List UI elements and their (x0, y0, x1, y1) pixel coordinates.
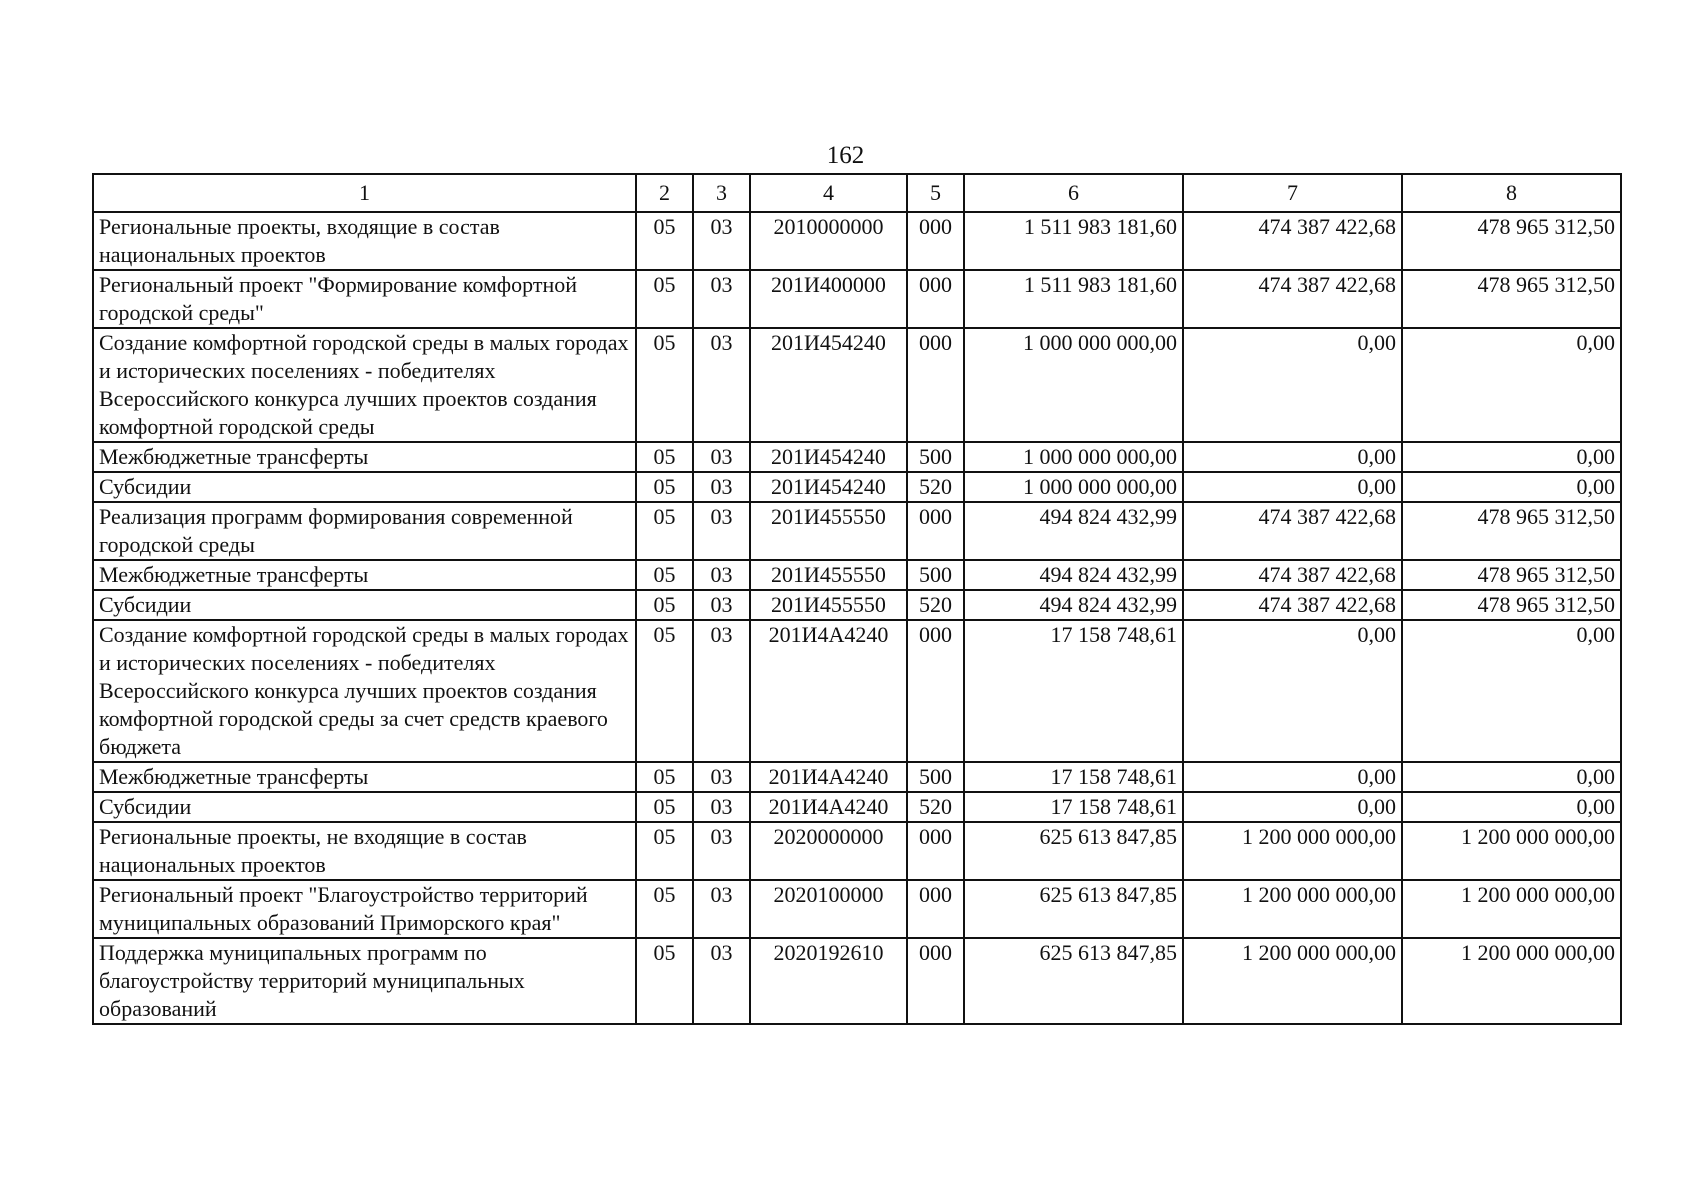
row-expense-type: 500 (907, 560, 964, 590)
row-amount-8: 478 965 312,50 (1402, 212, 1621, 270)
table-row (93, 270, 1621, 328)
row-amount-8: 1 200 000 000,00 (1402, 938, 1621, 1024)
row-target-article: 2020000000 (750, 822, 907, 880)
row-amount-7: 1 200 000 000,00 (1183, 822, 1402, 880)
row-amount-7: 1 200 000 000,00 (1183, 880, 1402, 938)
row-name: Межбюджетные трансферты (93, 442, 636, 472)
budget-table (92, 173, 1622, 1025)
table-row (93, 762, 1621, 792)
column-header-8: 8 (1402, 174, 1621, 212)
row-name: Субсидии (93, 590, 636, 620)
row-amount-8: 478 965 312,50 (1402, 560, 1621, 590)
row-target-article: 201И454240 (750, 328, 907, 442)
row-subsection: 03 (693, 762, 750, 792)
table-row (93, 328, 1621, 442)
column-header-1: 1 (93, 174, 636, 212)
row-target-article: 201И4А4240 (750, 762, 907, 792)
row-section: 05 (636, 620, 693, 762)
row-name: Региональный проект "Формирование комфортной городской среды" (93, 270, 636, 328)
table-row (93, 560, 1621, 590)
row-amount-8: 0,00 (1402, 620, 1621, 762)
row-expense-type: 500 (907, 442, 964, 472)
row-target-article: 201И455550 (750, 502, 907, 560)
row-expense-type: 000 (907, 620, 964, 762)
row-expense-type: 000 (907, 822, 964, 880)
row-amount-6: 494 824 432,99 (964, 590, 1183, 620)
table-row (93, 620, 1621, 762)
row-amount-8: 478 965 312,50 (1402, 502, 1621, 560)
row-name: Создание комфортной городской среды в малых городах и исторических поселениях - победителях Всероссийского конкурса лучших проектов создания комфортной городской среды (93, 328, 636, 442)
row-name: Межбюджетные трансферты (93, 762, 636, 792)
row-subsection: 03 (693, 328, 750, 442)
row-amount-6: 625 613 847,85 (964, 880, 1183, 938)
row-expense-type: 000 (907, 880, 964, 938)
row-amount-7: 474 387 422,68 (1183, 590, 1402, 620)
row-section: 05 (636, 938, 693, 1024)
row-section: 05 (636, 212, 693, 270)
row-target-article: 201И455550 (750, 590, 907, 620)
row-subsection: 03 (693, 822, 750, 880)
row-amount-6: 1 511 983 181,60 (964, 270, 1183, 328)
column-header-4: 4 (750, 174, 907, 212)
row-section: 05 (636, 270, 693, 328)
row-amount-6: 17 158 748,61 (964, 792, 1183, 822)
row-amount-6: 1 000 000 000,00 (964, 328, 1183, 442)
table-row (93, 880, 1621, 938)
row-amount-8: 478 965 312,50 (1402, 270, 1621, 328)
row-amount-7: 0,00 (1183, 442, 1402, 472)
table-row (93, 472, 1621, 502)
row-section: 05 (636, 502, 693, 560)
row-amount-8: 1 200 000 000,00 (1402, 822, 1621, 880)
row-name: Межбюджетные трансферты (93, 560, 636, 590)
column-header-2: 2 (636, 174, 693, 212)
row-expense-type: 520 (907, 590, 964, 620)
row-target-article: 201И4А4240 (750, 792, 907, 822)
column-header-3: 3 (693, 174, 750, 212)
row-section: 05 (636, 822, 693, 880)
row-target-article: 201И454240 (750, 442, 907, 472)
row-name: Реализация программ формирования современной городской среды (93, 502, 636, 560)
row-amount-6: 494 824 432,99 (964, 502, 1183, 560)
row-target-article: 201И4А4240 (750, 620, 907, 762)
row-amount-7: 0,00 (1183, 472, 1402, 502)
row-amount-7: 474 387 422,68 (1183, 560, 1402, 590)
table-row (93, 822, 1621, 880)
row-amount-7: 0,00 (1183, 328, 1402, 442)
table-row (93, 792, 1621, 822)
row-expense-type: 000 (907, 938, 964, 1024)
row-expense-type: 000 (907, 502, 964, 560)
row-amount-8: 478 965 312,50 (1402, 590, 1621, 620)
row-amount-6: 625 613 847,85 (964, 938, 1183, 1024)
row-amount-6: 494 824 432,99 (964, 560, 1183, 590)
row-target-article: 2020100000 (750, 880, 907, 938)
row-target-article: 201И455550 (750, 560, 907, 590)
row-section: 05 (636, 472, 693, 502)
row-expense-type: 000 (907, 270, 964, 328)
row-subsection: 03 (693, 792, 750, 822)
row-subsection: 03 (693, 442, 750, 472)
row-amount-6: 1 000 000 000,00 (964, 472, 1183, 502)
header-row (93, 174, 1621, 212)
row-amount-8: 0,00 (1402, 328, 1621, 442)
row-subsection: 03 (693, 472, 750, 502)
row-subsection: 03 (693, 620, 750, 762)
row-expense-type: 520 (907, 792, 964, 822)
row-subsection: 03 (693, 502, 750, 560)
row-section: 05 (636, 560, 693, 590)
row-section: 05 (636, 442, 693, 472)
row-subsection: 03 (693, 270, 750, 328)
row-amount-7: 1 200 000 000,00 (1183, 938, 1402, 1024)
row-section: 05 (636, 328, 693, 442)
table-row (93, 502, 1621, 560)
row-amount-6: 1 511 983 181,60 (964, 212, 1183, 270)
row-section: 05 (636, 762, 693, 792)
table-row (93, 938, 1621, 1024)
table-row (93, 442, 1621, 472)
row-target-article: 201И454240 (750, 472, 907, 502)
page-number: 162 (826, 142, 865, 169)
column-header-7: 7 (1183, 174, 1402, 212)
row-name: Региональный проект "Благоустройство территорий муниципальных образований Приморского края" (93, 880, 636, 938)
row-amount-8: 1 200 000 000,00 (1402, 880, 1621, 938)
column-header-6: 6 (964, 174, 1183, 212)
row-target-article: 201И400000 (750, 270, 907, 328)
row-subsection: 03 (693, 212, 750, 270)
row-amount-7: 0,00 (1183, 792, 1402, 822)
row-amount-8: 0,00 (1402, 442, 1621, 472)
row-amount-7: 474 387 422,68 (1183, 270, 1402, 328)
row-amount-7: 0,00 (1183, 620, 1402, 762)
row-section: 05 (636, 880, 693, 938)
row-name: Региональные проекты, входящие в состав национальных проектов (93, 212, 636, 270)
row-target-article: 2010000000 (750, 212, 907, 270)
row-amount-6: 1 000 000 000,00 (964, 442, 1183, 472)
row-amount-6: 17 158 748,61 (964, 762, 1183, 792)
table-row (93, 590, 1621, 620)
row-subsection: 03 (693, 880, 750, 938)
row-amount-8: 0,00 (1402, 472, 1621, 502)
row-amount-7: 0,00 (1183, 762, 1402, 792)
row-subsection: 03 (693, 938, 750, 1024)
table-row (93, 212, 1621, 270)
row-expense-type: 520 (907, 472, 964, 502)
row-name: Поддержка муниципальных программ по благоустройству территорий муниципальных образований (93, 938, 636, 1024)
row-name: Региональные проекты, не входящие в состав национальных проектов (93, 822, 636, 880)
row-target-article: 2020192610 (750, 938, 907, 1024)
row-name: Субсидии (93, 472, 636, 502)
row-expense-type: 000 (907, 328, 964, 442)
row-expense-type: 000 (907, 212, 964, 270)
row-expense-type: 500 (907, 762, 964, 792)
row-amount-7: 474 387 422,68 (1183, 502, 1402, 560)
row-subsection: 03 (693, 590, 750, 620)
row-name: Создание комфортной городской среды в малых городах и исторических поселениях - победителях Всероссийского конкурса лучших проектов создания комфортной городской среды за счет средств краевого бюджета (93, 620, 636, 762)
row-section: 05 (636, 792, 693, 822)
row-amount-7: 474 387 422,68 (1183, 212, 1402, 270)
row-section: 05 (636, 590, 693, 620)
row-name: Субсидии (93, 792, 636, 822)
row-amount-6: 17 158 748,61 (964, 620, 1183, 762)
column-header-5: 5 (907, 174, 964, 212)
row-amount-8: 0,00 (1402, 762, 1621, 792)
row-subsection: 03 (693, 560, 750, 590)
row-amount-6: 625 613 847,85 (964, 822, 1183, 880)
row-amount-8: 0,00 (1402, 792, 1621, 822)
